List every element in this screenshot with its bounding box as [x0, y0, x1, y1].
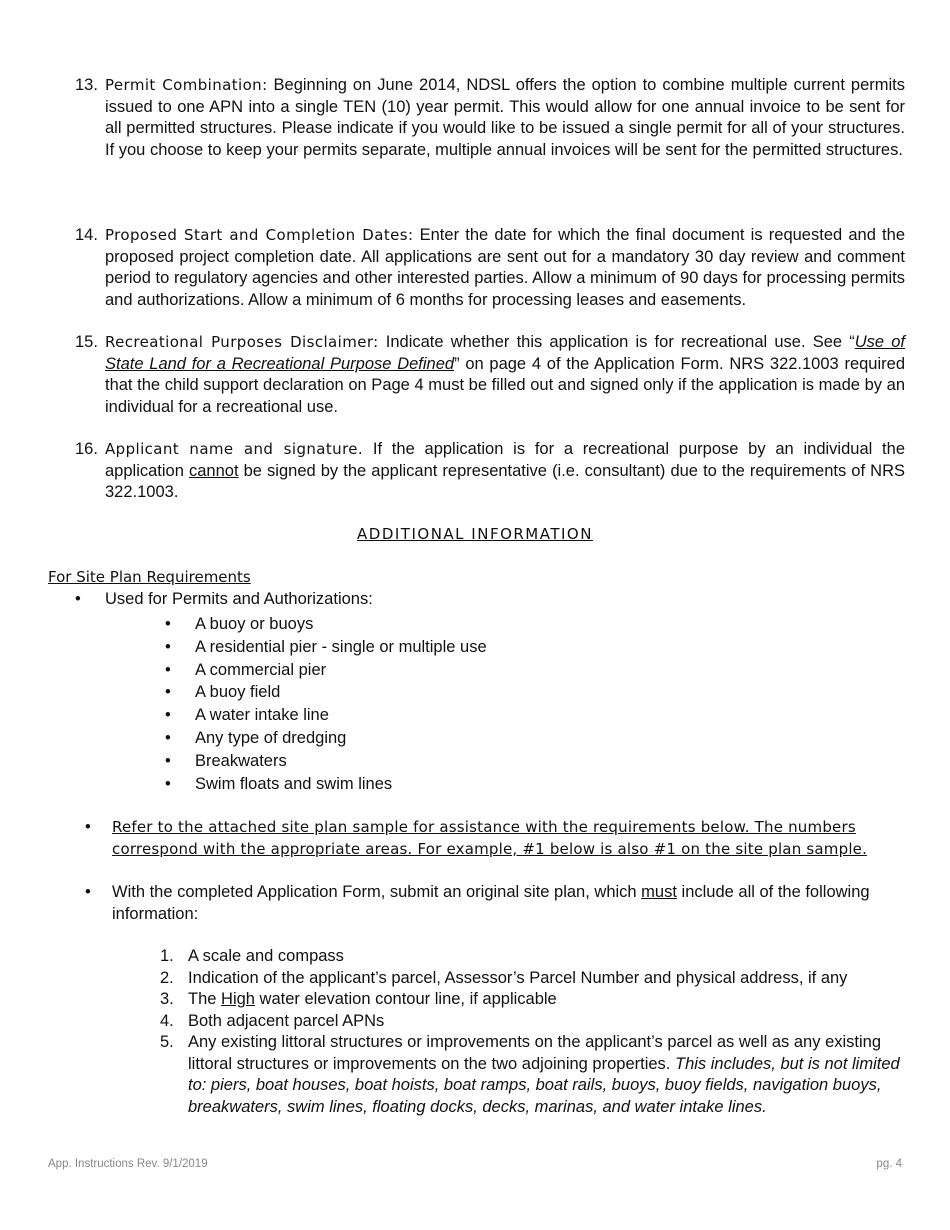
bullet-icon: •	[75, 590, 81, 608]
item-text: be signed by the applicant representative (i.e. consultant) due to the requirements of NRS 322.1003.	[105, 461, 905, 501]
requirement-text: A scale and compass	[188, 947, 344, 965]
item-lead: Proposed Start and Completion Dates:	[105, 226, 414, 244]
requirement-number: 4.	[160, 1011, 174, 1030]
requirement-item	[160, 946, 900, 968]
requirement-text: The	[188, 990, 222, 1008]
requirements-list	[160, 946, 900, 1118]
used-for-label: Used for Permits and Authorizations:	[105, 590, 373, 608]
instruction-item-13	[75, 75, 905, 161]
requirement-number: 1.	[160, 947, 174, 965]
used-for-list	[165, 613, 487, 795]
list-item: • A water intake line	[165, 704, 487, 727]
submit-text: include all of the following information:	[112, 883, 870, 923]
footer-revision: App. Instructions Rev. 9/1/2019	[48, 1158, 208, 1170]
bullet-icon: •	[85, 883, 91, 901]
requirement-item	[160, 1032, 900, 1118]
instruction-item-14	[75, 225, 905, 311]
footer-page-number: pg. 4	[876, 1158, 902, 1170]
item-number: 13.	[75, 76, 98, 94]
submit-bullet	[85, 882, 912, 925]
requirement-number: 3.	[160, 990, 174, 1008]
item-text: Enter the date for which the final document is requested and the proposed project completion date. All applications are sent out for a mandatory 30 day review and comment period to regulatory agencies and other interested parties. Allow a minimum of 90 days for processing permits and authorizations. Allow a minimum of 6 months for processing leases and easements.	[105, 226, 905, 309]
requirement-item	[160, 989, 900, 1011]
list-item: • A buoy or buoys	[165, 613, 487, 636]
list-item: • Swim floats and swim lines	[165, 773, 487, 796]
list-item: • A commercial pier	[165, 659, 487, 682]
item-number: 16.	[75, 440, 98, 458]
item-text: ” on page 4 of the Application Form. NRS 322.1003 required that the child support declaration on Page 4 must be filled out and signed only if the application is made by an individual for a recreational use.	[105, 354, 905, 416]
requirement-item	[160, 1011, 900, 1033]
item-emphasis: cannot	[188, 461, 239, 480]
requirement-text: Indication of the applicant’s parcel, Assessor’s Parcel Number and physical address, if any	[188, 968, 848, 987]
item-text: Beginning on June 2014, NDSL offers the option to combine multiple current permits issued to one APN into a single TEN (10) year permit. This would allow for one annual invoice to be sent for all permitted structures. Please indicate if you would like to be issued a single permit for all of your structures. If you choose to keep your permits separate, multiple annual invoices will be sent for the permitted structures.	[105, 76, 906, 159]
section-heading: ADDITIONAL INFORMATION	[357, 525, 593, 543]
refer-note: Refer to the attached site plan sample for assistance with the requirements below. The numbers correspond with the appropriate areas. For example, #1 below is also #1 on the site plan sample.	[112, 818, 868, 858]
requirement-number: 2.	[160, 968, 174, 987]
submit-text: With the completed Application Form, submit an original site plan, which	[112, 883, 642, 901]
instruction-item-15	[75, 332, 905, 418]
bullet-icon: •	[85, 818, 91, 836]
item-lead: Recreational Purposes Disclaimer:	[105, 333, 379, 351]
instruction-item-16	[75, 439, 905, 504]
refer-bullet	[85, 817, 912, 860]
requirement-text: Any existing littoral structures or improvements on the applicant’s parcel as well as any existing littoral structures or improvements on the two adjoining properties.	[188, 1033, 882, 1073]
item-lead: Applicant name and signature.	[105, 440, 364, 458]
subheading: For Site Plan Requirements	[48, 568, 251, 586]
item-lead: Permit Combination:	[105, 76, 268, 94]
list-item: • A buoy field	[165, 681, 487, 704]
requirement-text: water elevation contour line, if applicable	[254, 990, 557, 1008]
item-number: 15.	[75, 333, 98, 351]
requirement-emphasis: High	[221, 990, 255, 1008]
list-item: • Any type of dredging	[165, 727, 487, 750]
item-text: Indicate whether this application is for recreational use. See “	[378, 333, 855, 351]
requirement-text: Both adjacent parcel APNs	[188, 1011, 385, 1030]
list-item: • A residential pier - single or multiple use	[165, 636, 487, 659]
requirement-number: 5.	[160, 1033, 174, 1051]
item-number: 14.	[75, 226, 98, 244]
submit-emphasis: must	[641, 883, 677, 901]
list-item: • Breakwaters	[165, 750, 487, 773]
requirement-italic-text: This includes, but is not limited to: piers, boat houses, boat hoists, boat ramps, boat rails, buoys, buoy fields, navigation buoys, breakwaters, swim lines, floating docks, decks, marinas, and water intake lines.	[188, 1054, 900, 1116]
item-text: If the application is for a recreational purpose by an individual the application	[105, 440, 905, 480]
reference-link[interactable]: Use of State Land for a Recreational Purpose Defined	[105, 333, 906, 373]
requirement-item	[160, 968, 900, 990]
